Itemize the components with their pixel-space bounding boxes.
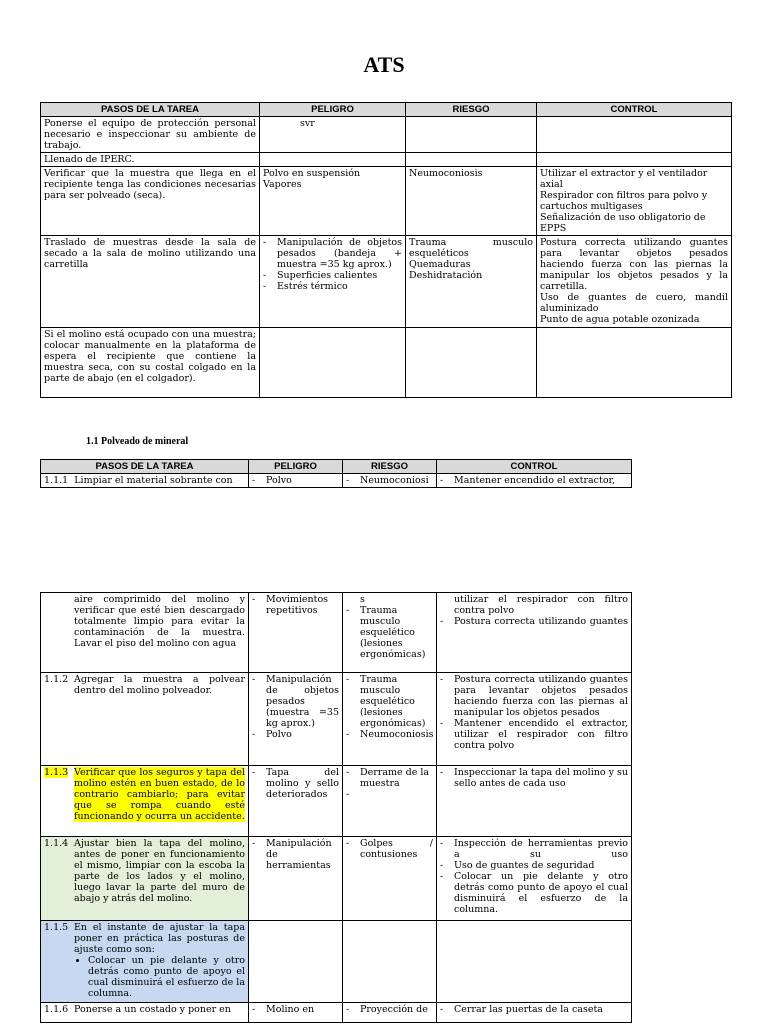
peligro-item: - Manipulación de herramientas <box>252 838 339 871</box>
peligro-item: - Tapa del molino y sello deteriorados <box>252 767 339 800</box>
riesgo-item: Quemaduras <box>409 259 471 270</box>
control-item: - Cerrar las puertas de la caseta <box>440 1004 628 1015</box>
riesgo-item: - Proyección de <box>346 1004 433 1015</box>
header-riesgo: RIESGO <box>406 103 537 117</box>
peligro-item: Vapores <box>263 179 302 190</box>
header-control: CONTROL <box>437 460 632 474</box>
control-item: - Postura correcta utilizando guantes para levantar objetos pesados haciendo fuerza con las piernas al manipular los objetos pesados <box>440 674 628 718</box>
header-pasos: PASOS DE LA TAREA <box>41 460 249 474</box>
riesgo-item: - Neumoconiosis <box>346 729 433 740</box>
control-cell <box>437 1003 632 1023</box>
step-number: 1.1.4 <box>44 838 69 849</box>
step-text: Limpiar el material sobrante con <box>74 475 233 486</box>
peligro-cell <box>249 766 343 837</box>
riesgo-item: - Trauma musculo esquelético (lesiones ergonómicas) <box>346 674 433 729</box>
step-number <box>44 594 74 649</box>
step-text: Verificar que los seguros y tapa del molino estén en buen estado, de lo contrario cambiarlo; para evitar que se rompa cuando esté funcionando y ocurra un accidente. <box>74 767 245 822</box>
peligro-cell <box>249 474 343 488</box>
control-cell <box>537 117 732 153</box>
peligro-cell <box>249 593 343 673</box>
pasos-cell <box>41 1003 249 1023</box>
riesgo-item: Neumoconiosis <box>409 168 483 179</box>
ats-table-main <box>40 102 732 398</box>
riesgo-cell <box>343 766 437 837</box>
peligro-item: - Manipulación de objetos pesados (muestra =35 kg aprox.) <box>252 674 339 729</box>
table-row <box>41 766 632 837</box>
step-text: Ajustar bien la tapa del molino, antes de poner en funcionamiento el mismo, limpiar con la escoba la parte de los lados y el molino, luego lavar la parte del muro de abajo y atrás del molino. <box>74 838 245 904</box>
peligro-cell <box>249 673 343 766</box>
table-row <box>41 328 732 398</box>
pasos-cell <box>41 921 249 1003</box>
pasos-cell <box>41 593 249 673</box>
header-peligro: PELIGRO <box>249 460 343 474</box>
control-cell <box>437 593 632 673</box>
control-item: - Uso de guantes de seguridad <box>440 860 628 871</box>
step-text: Agregar la muestra a polvear dentro del molino polveador. <box>74 674 245 696</box>
riesgo-cell <box>343 837 437 921</box>
step-number: 1.1.2 <box>44 674 69 685</box>
table-row <box>41 673 632 766</box>
peligro-item: - Superficies calientes <box>263 270 402 281</box>
pasos-cell: Traslado de muestras desde la sala de secado a la sala de molino utilizando una carretilla <box>41 236 260 328</box>
step-number: 1.1.3 <box>44 767 69 778</box>
riesgo-item: Trauma musculo esqueléticos <box>409 237 533 259</box>
table-row <box>41 153 732 167</box>
control-item: utilizar el respirador con filtro contra polvo <box>454 594 628 616</box>
control-cell <box>437 673 632 766</box>
control-cell <box>437 837 632 921</box>
riesgo-cell <box>406 153 537 167</box>
step-number: 1.1.6 <box>44 1004 69 1015</box>
step-text: Ponerse a un costado y poner en <box>74 1004 231 1015</box>
pasos-cell <box>41 673 249 766</box>
header-control: CONTROL <box>537 103 732 117</box>
step-text: En el instante de ajustar la tapa poner en práctica las posturas de ajuste como son: <box>74 922 245 955</box>
table-row <box>41 167 732 236</box>
header-peligro: PELIGRO <box>260 103 406 117</box>
pasos-cell: Si el molino está ocupado con una muestra; colocar manualmente en la plataforma de espera el recipiente que contiene la muestra seca, con su costal colgado en la parte de abajo (en el colgador). <box>41 328 260 398</box>
control-item: Punto de agua potable ozonizada <box>540 314 700 325</box>
riesgo-cell <box>343 593 437 673</box>
riesgo-cell <box>406 328 537 398</box>
pasos-cell <box>41 474 249 488</box>
peligro-cell <box>249 921 343 1003</box>
peligro-item: - Estrés térmico <box>263 281 402 292</box>
peligro-cell <box>260 153 406 167</box>
peligro-cell <box>260 167 406 236</box>
table-row <box>41 1003 632 1023</box>
peligro-item: Polvo en suspensión <box>263 168 361 179</box>
riesgo-item: - Neumoconiosi <box>346 475 433 486</box>
peligro-cell <box>249 1003 343 1023</box>
pasos-cell: Ponerse el equipo de protección personal necesario e inspeccionar su ambiente de trabajo. <box>41 117 260 153</box>
ats-table-polveado-top <box>40 459 632 488</box>
control-cell <box>537 328 732 398</box>
section-heading: 1.1 Polveado de mineral <box>86 436 189 447</box>
pasos-cell <box>41 837 249 921</box>
control-cell <box>437 766 632 837</box>
pasos-cell: Llenado de IPERC. <box>41 153 260 167</box>
list-item: • Colocar un pie delante y otro detrás como punto de apoyo el cual disminuirá el esfuerzo de la columna. <box>88 955 245 999</box>
peligro-item: - Polvo <box>252 475 339 486</box>
control-item: Respirador con filtros para polvo y cartuchos multigases <box>540 190 708 212</box>
table-row <box>41 474 632 488</box>
control-cell <box>537 153 732 167</box>
control-cell <box>437 921 632 1003</box>
step-number: 1.1.1 <box>44 475 69 486</box>
table-row <box>41 837 632 921</box>
riesgo-item: - Trauma musculo esquelético (lesiones ergonómicas) <box>346 605 433 660</box>
peligro-cell <box>249 837 343 921</box>
control-item: - Mantener encendido el extractor, utilizar el respirador con filtro contra polvo <box>440 718 628 751</box>
step-number: 1.1.5 <box>44 922 69 933</box>
table-row <box>41 236 732 328</box>
control-item: - Inspeccionar la tapa del molino y su sello antes de cada uso <box>440 767 628 789</box>
riesgo-cell <box>406 236 537 328</box>
riesgo-cell <box>343 1003 437 1023</box>
control-item: - Colocar un pie delante y otro detrás como punto de apoyo el cual disminuirá el esfuerzo de la columna. <box>440 871 628 915</box>
step-text: aire comprimido del molino y verificar que esté bien descargado totalmente limpio para evitar la contaminación de la muestra. Lavar el piso del molino con agua <box>74 594 245 649</box>
control-item: - Postura correcta utilizando guantes <box>440 616 628 627</box>
riesgo-item: - Derrame de la muestra <box>346 767 433 789</box>
control-item: Señalización de uso obligatorio de EPPS <box>540 212 706 234</box>
peligro-cell: svr <box>260 117 406 153</box>
peligro-item: - Polvo <box>252 729 339 740</box>
riesgo-item: Deshidratación <box>409 270 483 281</box>
control-item: - Mantener encendido el extractor, <box>440 475 628 486</box>
peligro-cell <box>260 236 406 328</box>
table-row <box>41 117 732 153</box>
pasos-cell: Verificar que la muestra que llega en el recipiente tenga las condiciones necesarias para ser polveado (seca). <box>41 167 260 236</box>
control-item: Uso de guantes de cuero, mandil aluminizado <box>540 292 728 314</box>
header-riesgo: RIESGO <box>343 460 437 474</box>
riesgo-cell <box>343 474 437 488</box>
riesgo-cell <box>406 167 537 236</box>
control-item: - Inspección de herramientas previo a su uso <box>440 838 628 860</box>
table-row <box>41 593 632 673</box>
peligro-item: - Molino en <box>252 1004 339 1015</box>
control-cell <box>437 474 632 488</box>
riesgo-item: - Golpes / contusiones <box>346 838 433 860</box>
page-title: ATS <box>363 52 405 77</box>
riesgo-cell <box>343 921 437 1003</box>
peligro-item: - Manipulación de objetos pesados (bandeja + muestra =35 kg aprox.) <box>263 237 402 270</box>
peligro-item: - Movimientos repetitivos <box>252 594 339 616</box>
ats-table-polveado-continued <box>40 592 632 1023</box>
control-cell <box>537 236 732 328</box>
control-cell <box>537 167 732 236</box>
control-item: Postura correcta utilizando guantes para levantar objetos pesados haciendo fuerza con las piernas la manipular los objetos pesados y la carretilla. <box>540 237 728 292</box>
riesgo-item: s <box>360 594 365 605</box>
riesgo-cell <box>406 117 537 153</box>
header-pasos: PASOS DE LA TAREA <box>41 103 260 117</box>
riesgo-cell <box>343 673 437 766</box>
table-row <box>41 921 632 1003</box>
peligro-cell <box>260 328 406 398</box>
pasos-cell <box>41 766 249 837</box>
control-item: Utilizar el extractor y el ventilador axial <box>540 168 708 190</box>
